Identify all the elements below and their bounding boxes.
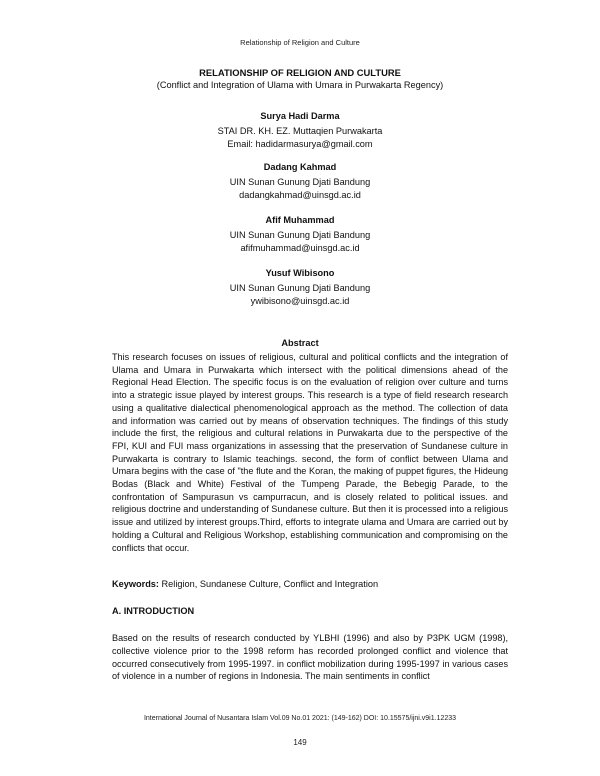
page-number: 149 (293, 738, 307, 747)
author-affiliation: STAI DR. KH. EZ. Muttaqien Purwakarta (217, 126, 383, 136)
paper-subtitle: (Conflict and Integration of Ulama with Umara in Purwakarta Regency) (156, 80, 444, 90)
journal-footer: International Journal of Nusantara Islam Vol.09 No.01 2021: (149-162) DOI: 10.15575/ijni.v9i1.12233 (143, 715, 457, 722)
author-name: Surya Hadi Darma (260, 111, 340, 121)
author-email: ywibisono@uinsgd.ac.id (250, 296, 350, 306)
author-block (0, 214, 600, 255)
title-block (0, 67, 600, 91)
author-affiliation: UIN Sunan Gunung Djati Bandung (229, 177, 371, 187)
paper-title: RELATIONSHIP OF RELIGION AND CULTURE (199, 67, 401, 78)
abstract-heading: Abstract (281, 338, 319, 348)
section-heading: A. INTRODUCTION (112, 606, 195, 616)
author-name: Yusuf Wibisono (265, 268, 335, 278)
running-head: Relationship of Religion and Culture (240, 38, 360, 47)
author-block (0, 110, 600, 151)
author-affiliation: UIN Sunan Gunung Djati Bandung (229, 283, 371, 293)
author-email: dadangkahmad@uinsgd.ac.id (239, 190, 361, 200)
intro-paragraph: Based on the results of research conducted by YLBHI (1996) and also by P3PK UGM (1998), collective violence prior to the 1998 reform has recorded prolonged conflict and violence that occurred consecutively from 1995-1997. in conflict mobilization during 1995-1997 in various cases of violence in a number of regions in Indonesia. The main sentiments in conflict (112, 633, 508, 682)
author-name: Dadang Kahmad (263, 162, 337, 172)
author-block (0, 267, 600, 308)
keywords-label: Keywords: (112, 579, 159, 589)
author-email: Email: hadidarmasurya@gmail.com (227, 139, 373, 149)
keywords-text: Religion, Sundanese Culture, Conflict and Integration (158, 579, 379, 589)
keywords (112, 578, 508, 590)
author-block (0, 161, 600, 202)
abstract-text: This research focuses on issues of religious, cultural and political conflicts and the integration of Ulama and Umara in Purwakarta which intersect with the political dimensions ahead of the Regional Head Election. The specific focus is on the evaluation of religion over culture and turns into a strategic issue played by interest groups. This research is a type of field research research using a qualitative dialectical phenomenological approach as the method. The collection of data and information was carried out by means of observation techniques. The findings of this study include the first, the religious and cultural relations in Purwakarta due to the perspective of the FPI, KUI and FUI mass organizations in assessing that the preservation of Sundanese culture in Purwakarta is contrary to Islamic teachings. second, the form of conflict between Ulama and Umara begins with the case of "the flute and the Koran, the making of puppet figures, the Hideung Bodas (Black and White) Festival of the Tumpeng Parade, the Bebegig Parade, to the confrontation of Sampurasun vs campurracun, and is closely related to political issues. and religious doctrine and understanding of Sundanese culture. But then it is processed into a religious issue and utilized by interest groups.Third, efforts to integrate ulama and Umara are carried out by holding a Cultural and Religious Workshop, establishing communication and compromising on the conflicts that occur. (112, 352, 508, 553)
author-affiliation: UIN Sunan Gunung Djati Bandung (229, 230, 371, 240)
author-name: Afif Muhammad (265, 215, 335, 225)
author-email: afifmuhammad@uinsgd.ac.id (240, 243, 360, 253)
